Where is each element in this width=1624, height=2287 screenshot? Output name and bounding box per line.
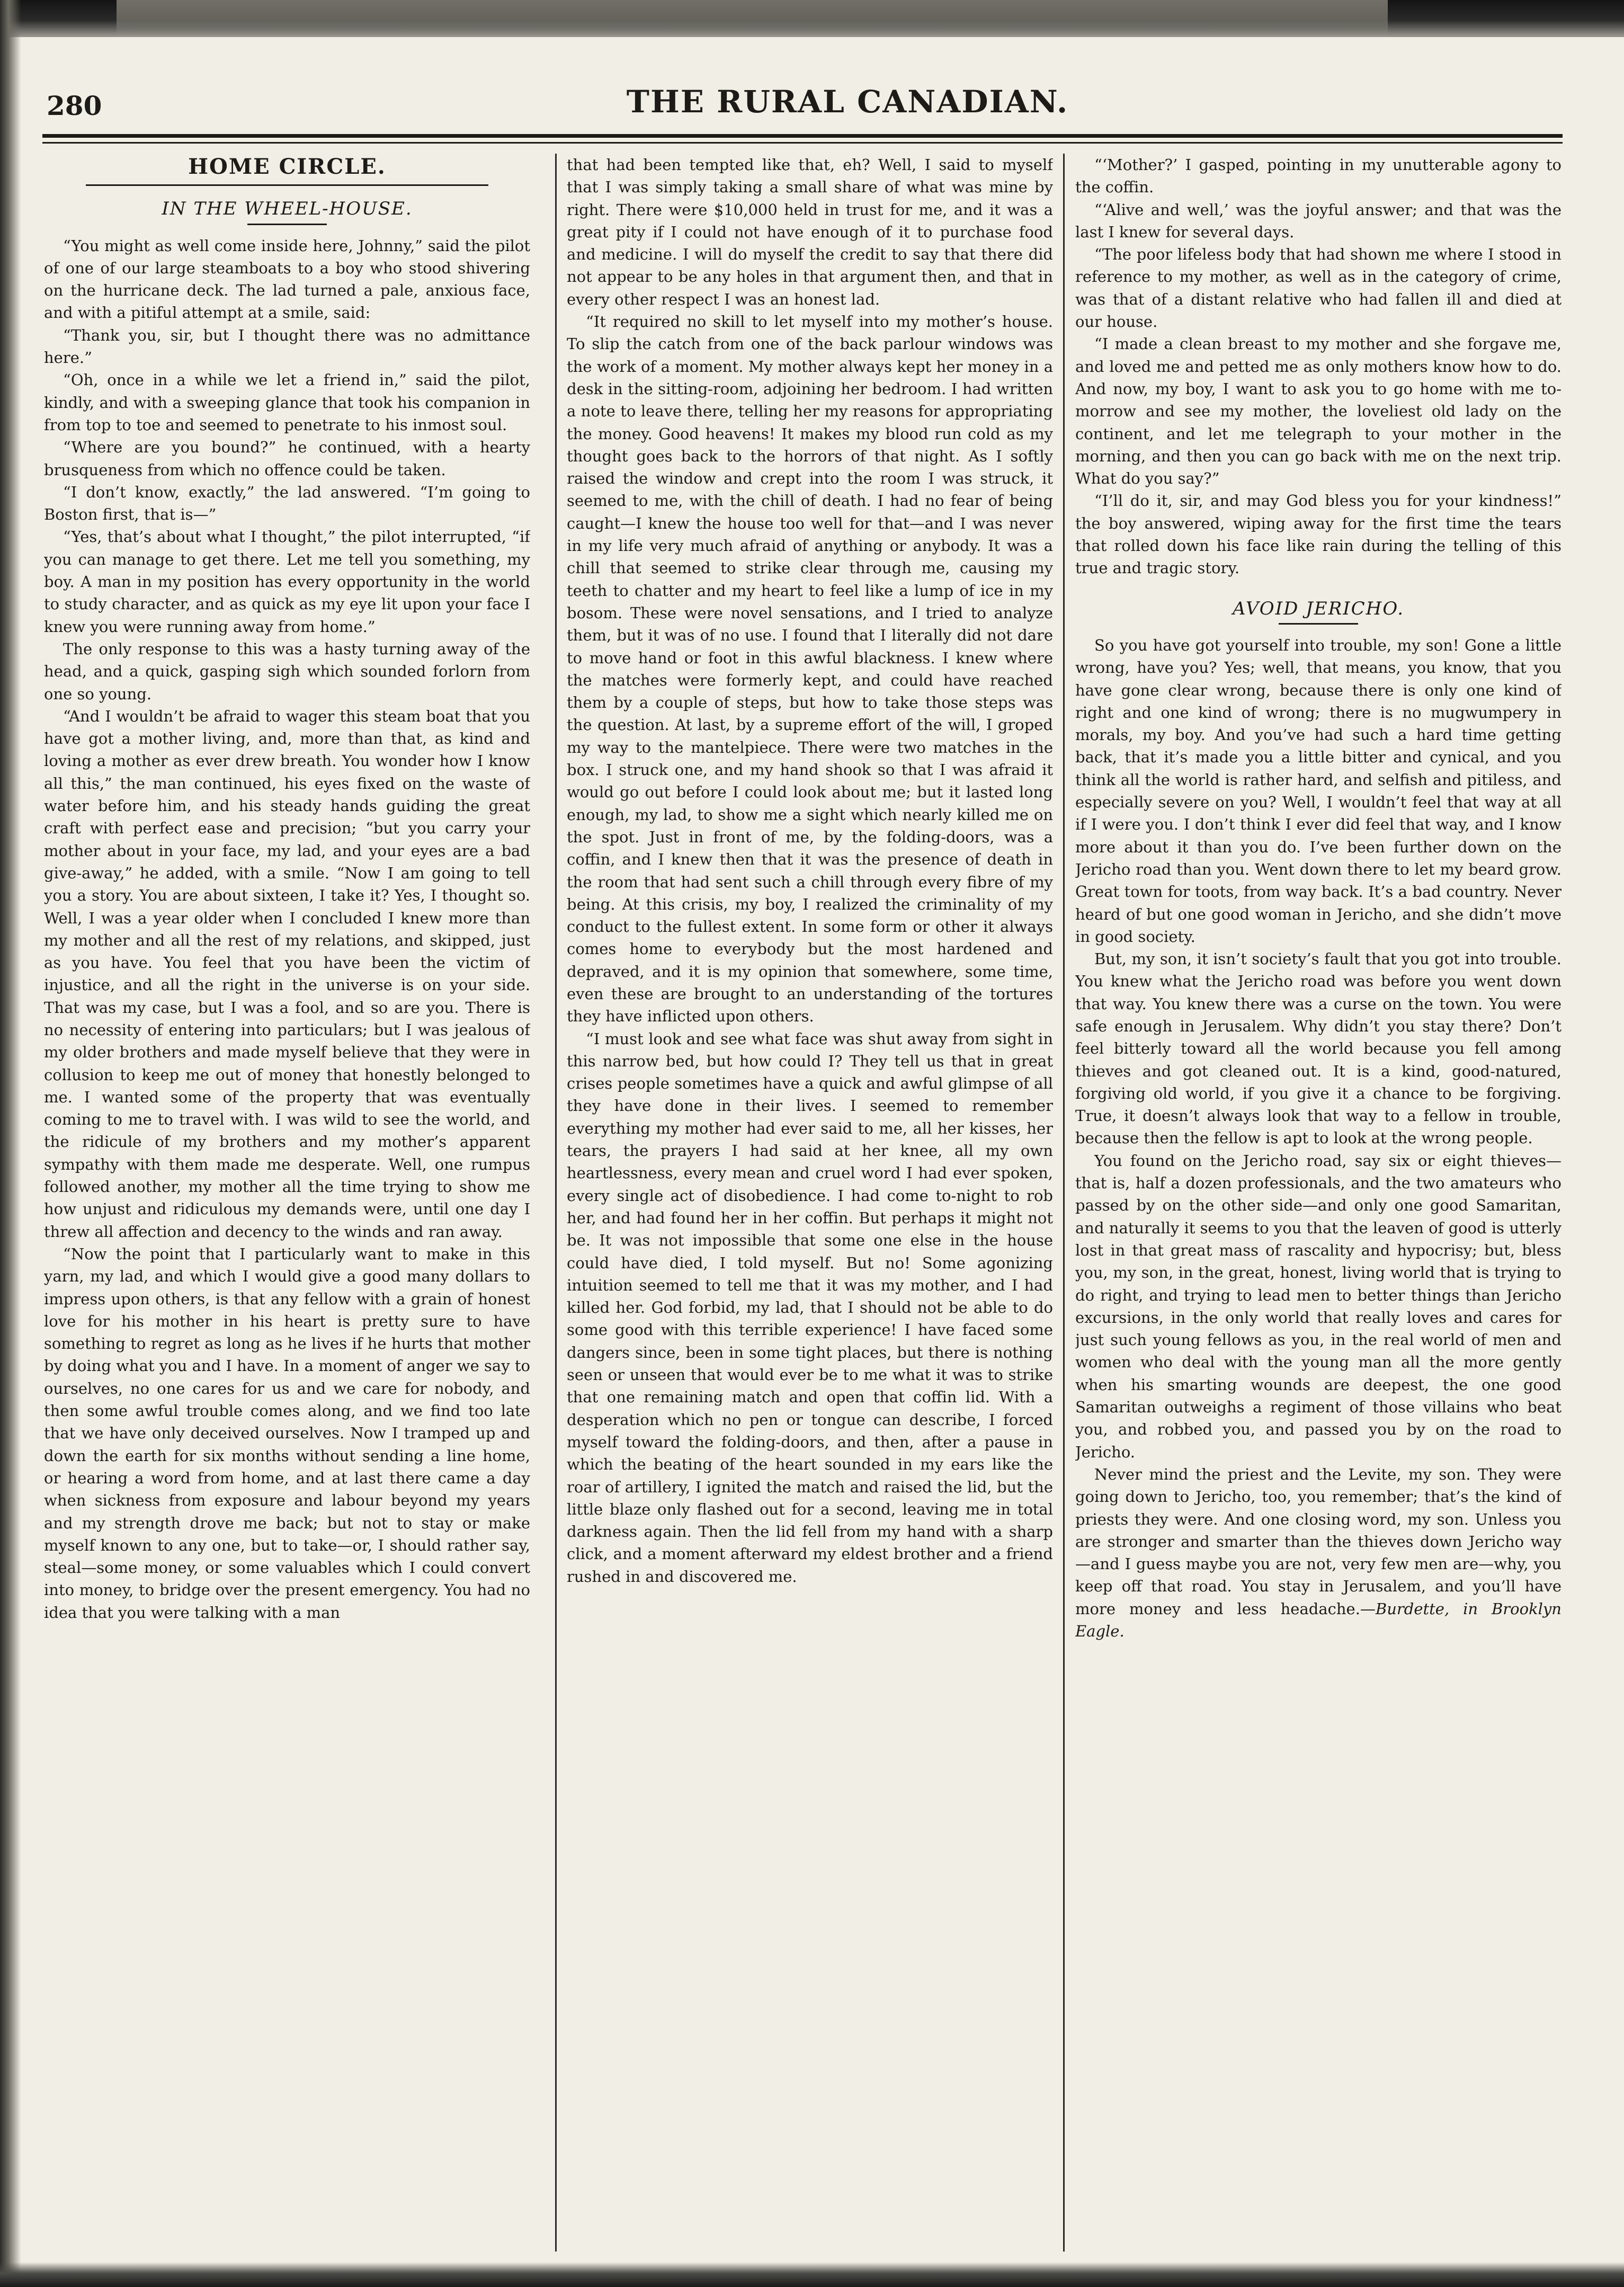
scan-bottom-edge [0, 2262, 1624, 2287]
column-separator [555, 154, 557, 2252]
paragraph-final [1075, 1463, 1561, 1642]
masthead-rule-thin [42, 142, 1563, 144]
paragraph: You found on the Jericho road, say six or eight thieves—that is, half a dozen professionals, and the two amateurs who passed by on the other side—and only one good Samaritan, and naturally it seems to you that the leaven of good is utterly lost in that great mass of rascality and hypocrisy; but, bless you, my son, in the great, honest, living world that is trying to do right, and trying to lead men to better things than Jericho excursions, in the only world that really loves and cares for just such young fellows as you, in the real world of men and women who deal with the young man all the more gently when his smarting wounds are deepest, the one good Samaritan outweighs a regiment of those villains who beat you, and robbed you, and passed you by on the road to Jericho. [1075, 1151, 1561, 1461]
paragraph: “I don’t know, exactly,” the lad answered. “I’m going to Boston first, that is—” [44, 483, 530, 524]
masthead: THE RURAL CANADIAN. [626, 84, 1069, 120]
paragraph: So you have got yourself into trouble, my son! Gone a little wrong, have you? Yes; well, that means, you know, that you have gone clear wrong, because there is only one kind of right and one kind of wrong; there is no mugwumpery in morals, my boy. And you’ve had such a hard time getting back, that it’s made you a little bitter and cynical, and you think all the world is rather hard, and selfish and pitiless, and especially severe on you? Well, I wouldn’t feel that way at all if I were you. I don’t think I ever did feel that way, and I know more about it than you do. I’ve been further down on the Jericho road than you. Went down there to let my beard grow. Great town for toots, from way back. It’s a bad country. Never heard of but one good woman in Jericho, and she didn’t move in good society. [1075, 636, 1561, 946]
story-title: AVOID JERICHO. [1232, 598, 1405, 619]
paragraph: “You might as well come inside here, Johnny,” said the pilot of one of our large steamboats to a boy who stood shivering on the hurricane deck. The lad turned a pale, anxious face, and with a pitiful attempt at a smile, said: [44, 236, 530, 322]
paragraph: But, my son, it isn’t society’s fault that you got into trouble. You knew what the Jericho road was before you went down that way. You knew there was a curse on the town. You were safe enough in Jerusalem. Why didn’t you stay there? Don’t feel bitterly toward all the world because you fell among thieves and got cleaned out. It is a kind, good-natured, forgiving old world, if you give it a chance to be forgiving. True, it doesn’t always look that way to a fellow in trouble, because then the fellow is apt to look at the wrong people. [1075, 950, 1561, 1147]
section-rule [86, 184, 488, 186]
paragraph: “Thank you, sir, but I thought there was no admittance here.” [44, 326, 530, 367]
paragraph: “Yes, that’s about what I thought,” the pilot interrupted, “if you can manage to get there. Let me tell you something, my boy. A man in my position has every opportunity in the world to study character, and as quick as my eye lit upon your face I knew you were running away from home.” [44, 528, 530, 636]
title-rule [1279, 623, 1358, 625]
paragraph: “The poor lifeless body that had shown me where I stood in reference to my mother, as well as in the category of crime, was that of a distant relative who had fallen ill and died at our house. [1075, 245, 1561, 331]
paragraph: “It required no skill to let myself into my mother’s house. To slip the catch from one of the back parlour windows was the work of a moment. My mother always kept her money in a desk in the sitting-room, adjoining her bedroom. I had written a note to leave there, telling her my reasons for appropriating the money. Good heavens! It makes my blood run cold as my thought goes back to the horrors of that night. As I softly raised the window and crept into the room I was struck, it seemed to me, with the chill of death. I had no fear of being caught—I knew the house too well for that—and I was never in my life very much afraid of anything or anybody. It was a chill that seemed to strike clear through me, causing my teeth to chatter and my heart to feel like a lump of ice in my bosom. These were novel sensations, and I tried to analyze them, but it was of no use. I found that I literally did not dare to move hand or foot in this awful blackness. I knew where the matches were formerly kept, and could have reached them by a couple of steps, but how to take those steps was the question. At last, by a supreme effort of the will, I groped my way to the mantelpiece. There were two matches in the box. I struck one, and my hand shook so that I was afraid it would go out before I could look about me; but it lasted long enough, my lad, to show me a sight which nearly killed me on the spot. Just in front of me, by the folding-doors, was a coffin, and I knew then that it was the presence of death in the room that had sent such a chill through every fibre of my being. At this crisis, my boy, I realized the criminality of my conduct to the fullest extent. In some form or other it always comes home to everybody but the most hardened and depraved, and it is my opinion that somewhere, some time, even these are brought to an understanding of the tortures they have inflicted upon others. [567, 313, 1053, 1026]
paragraph: The only response to this was a hasty turning away of the head, and a quick, gasping sigh which sounded forlorn from one so young. [44, 639, 530, 703]
column-separator [1063, 154, 1065, 2252]
scan-left-edge [0, 0, 21, 2287]
byline: Burdette, in Brooklyn Eagle. [1075, 1599, 1561, 1640]
column-1 [44, 154, 530, 2249]
paragraph: “Where are you bound?” he continued, with a hearty brusqueness from which no offence could be taken. [44, 438, 530, 479]
column-2 [567, 154, 1053, 2249]
scan-top-edge-highlight [117, 0, 1388, 37]
paragraph: “Now the point that I particularly want to make in this yarn, my lad, and which I would give a good many dollars to impress upon others, is that any fellow with a grain of honest love for his mother in his heart is pretty sure to have something to regret as long as he lives if he hurts that mother by doing what you and I have. In a moment of anger we say to ourselves, no one cares for us and we care for nobody, and then some awful trouble comes along, and we find too late that we have only deceived ourselves. Now I tramped up and down the earth for six months without sending a line home, or hearing a word from home, and at last there came a day when sickness from exposure and labour beyond my years and my strength drove me back; but not to stay or make myself known to any one, but to take—or, I should rather say, steal—some money, or some valuables which I could convert into money, to bridge over the present emergency. You had no idea that you were talking with a man [44, 1244, 530, 1622]
story-title: IN THE WHEEL-HOUSE. [162, 198, 413, 220]
masthead-rule-thick [42, 134, 1563, 138]
section-title: HOME CIRCLE. [188, 154, 386, 179]
paragraph-text: Never mind the priest and the Levite, my son. They were going down to Jericho, too, you remember; that’s the kind of priests they were. And one closing word, my son. Unless you are stronger and smarter than the thieves down Jericho way—and I guess maybe you are not, very few men are—why, you keep off that road. You stay in Jerusalem, and you’ll have more money and less headache.— [1075, 1465, 1561, 1618]
paragraph: “‘Alive and well,’ was the joyful answer; and that was the last I knew for several days. [1075, 200, 1561, 241]
paragraph: “I’ll do it, sir, and may God bless you for your kindness!” the boy answered, wiping away for the first time the tears that rolled down his face like rain during the telling of this true and tragic story. [1075, 492, 1561, 577]
page-number: 280 [47, 90, 102, 121]
paragraph: “Oh, once in a while we let a friend in,” said the pilot, kindly, and with a sweeping glance that took his companion in from top to toe and seemed to penetrate to his inmost soul. [44, 371, 530, 434]
paragraph: “‘Mother?’ I gasped, pointing in my unutterable agony to the coffin. [1075, 156, 1561, 197]
paragraph: “I made a clean breast to my mother and she forgave me, and loved me and petted me as only mothers know how to do. And now, my boy, I want to ask you to go home with me to-morrow and see my mother, the loveliest old lady on the continent, and let me telegraph to your mother in the morning, and then you can go back with me on the next trip. What do you say?” [1075, 335, 1561, 488]
paragraph: that had been tempted like that, eh? Well, I said to myself that I was simply taking a small share of what was mine by right. There were $10,000 held in trust for me, and it was a great pity if I could not have enough of it to purchase food and medicine. I will do myself the credit to say that there did not appear to be any holes in that argument then, and that in every other respect I was an honest lad. [567, 156, 1053, 308]
paragraph: “I must look and see what face was shut away from sight in this narrow bed, but how could I? They tell us that in great crises people sometimes have a quick and awful glimpse of all they have done in their lives. I seemed to remember everything my mother had ever said to me, all her kisses, her tears, the prayers I had said at her knee, all my own heartlessness, every mean and cruel word I had ever spoken, every single act of disobedience. I had come to-night to rob her, and had found her in her coffin. But perhaps it might not be. It was not impossible that some one else in the house could have died, I told myself. But no! Some agonizing intuition seemed to tell me that it was my mother, and I had killed her. God forbid, my lad, that I should not be able to do some good with this terrible experience! I have faced some dangers since, been in some tight places, but there is nothing seen or unseen that would ever be to me what it was to strike that one remaining match and open that coffin lid. With a desperation which no pen or tongue can describe, I forced myself toward the folding-doors, and then, after a pause in which the beating of the heart sounded in my ears like the roar of artillery, I ignited the match and raised the lid, but the little blaze only flashed out for a second, leaving me in total darkness again. Then the lid fell from my hand with a sharp click, and a moment afterward my eldest brother and a friend rushed in and discovered me. [567, 1029, 1053, 1586]
column-3 [1075, 154, 1561, 2249]
title-rule [247, 224, 327, 225]
paragraph: “And I wouldn’t be afraid to wager this steam boat that you have got a mother living, and, more than that, as kind and loving a mother as ever drew breath. You wonder how I know all this,” the man continued, his eyes fixed on the waste of water before him, and his steady hands guiding the great craft with perfect ease and precision; “but you carry your mother about in your face, my lad, and your eyes are a bad give-away,” he added, with a smile. “Now I am going to tell you a story. You are about sixteen, I take it? Yes, I thought so. Well, I was a year older when I concluded I knew more than my mother and all the rest of my relations, and skipped, just as you have. You feel that you have been the victim of injustice, and all the right in the universe is on your side. That was my case, but I was a fool, and so are you. There is no necessity of entering into particulars; but I was jealous of my older brothers and made myself believe that they were in collusion to keep me out of money that honestly belonged to me. I wanted some of the property that was eventually coming to me to travel with. I was wild to see the world, and the ridicule of my brothers and my mother’s apparent sympathy with them made me desperate. Well, one rumpus followed another, my mother all the time trying to show me how unjust and ridiculous my demands were, until one day I threw all affection and decency to the winds and ran away. [44, 707, 530, 1241]
